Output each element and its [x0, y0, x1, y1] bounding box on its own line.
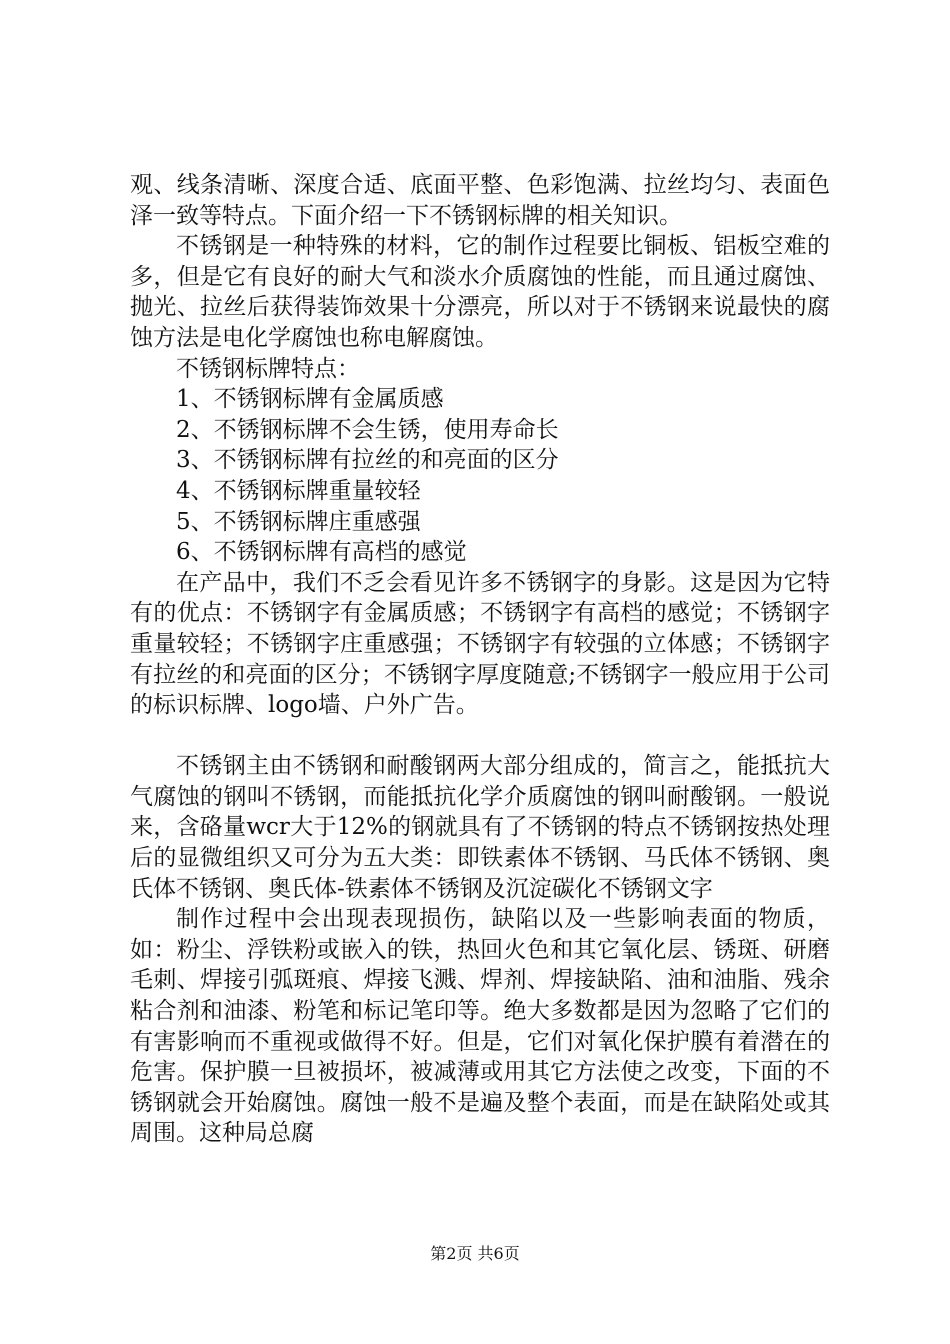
feature-item-6: 6、不锈钢标牌有高档的感觉 [176, 539, 467, 566]
paragraph-surface-damage: 制作过程中会出现表现损伤，缺陷以及一些影响表面的物质，如：粉尘、浮铁粉或嵌入的铁，热回火色和其它氧化层、锈斑、研磨毛刺、焊接引弧斑痕、焊接飞溅、焊剂、焊接缺陷、油和油脂、残余粘合剂和油漆、粉笔和标记笔印等。绝大多数都是因为忽略了它们的有害影响而不重视或做得不好。但是，它们对氧化保护膜有着潜在的危害。保护膜一旦被损坏，被减薄或用其它方法使之改变，下面的不锈钢就会开始腐蚀。腐蚀一般不是遍及整个表面，而是在缺陷处或其周围。这种局总腐 [130, 906, 830, 1147]
feature-item-1: 1、不锈钢标牌有金属质感 [176, 386, 444, 413]
feature-item-5: 5、不锈钢标牌庄重感强 [176, 508, 421, 535]
feature-item-4: 4、不锈钢标牌重量较轻 [176, 477, 421, 504]
feature-item-3: 3、不锈钢标牌有拉丝的和亮面的区分 [176, 447, 559, 474]
page-footer: 第2页 共6页 [430, 1244, 520, 1263]
blank-line [130, 721, 830, 752]
paragraph-features-heading: 不锈钢标牌特点： [176, 355, 360, 382]
paragraph-intro-continuation: 观、线条清晰、深度合适、底面平整、色彩饱满、拉丝均匀、表面色泽一致等特点。下面介绍一下不锈钢标牌的相关知识。 [130, 172, 830, 229]
paragraph-stainless-material: 不锈钢是一种特殊的材料，它的制作过程要比铜板、铝板空难的多，但是它有良好的耐大气和淡水介质腐蚀的性能，而且通过腐蚀、抛光、拉丝后获得装饰效果十分漂亮，所以对于不锈钢来说最快的腐蚀方法是电化学腐蚀也称电解腐蚀。 [130, 233, 830, 351]
paragraph-stainless-composition: 不锈钢主由不锈钢和耐酸钢两大部分组成的，简言之，能抵抗大气腐蚀的钢叫不锈钢，而能抵抗化学介质腐蚀的钢叫耐酸钢。一般说来，含硌量wcr大于12%的钢就具有了不锈钢的特点不锈钢按热处理后的显微组织又可分为五大类：即铁素体不锈钢、马氏体不锈钢、奥氏体不锈钢、奥氏体-铁素体不锈钢及沉淀碳化不锈钢文字 [130, 753, 830, 902]
paragraph-stainless-letters: 在产品中，我们不乏会看见许多不锈钢字的身影。这是因为它特有的优点：不锈钢字有金属质感；不锈钢字有高档的感觉；不锈钢字重量较轻；不锈钢字庄重感强；不锈钢字有较强的立体感；不锈钢字有拉丝的和亮面的区分；不锈钢字厚度随意;不锈钢字一般应用于公司的标识标牌、logo墙、户外广告。 [130, 569, 830, 719]
feature-item-2: 2、不锈钢标牌不会生锈，使用寿命长 [176, 416, 559, 443]
body-text [130, 170, 830, 1149]
